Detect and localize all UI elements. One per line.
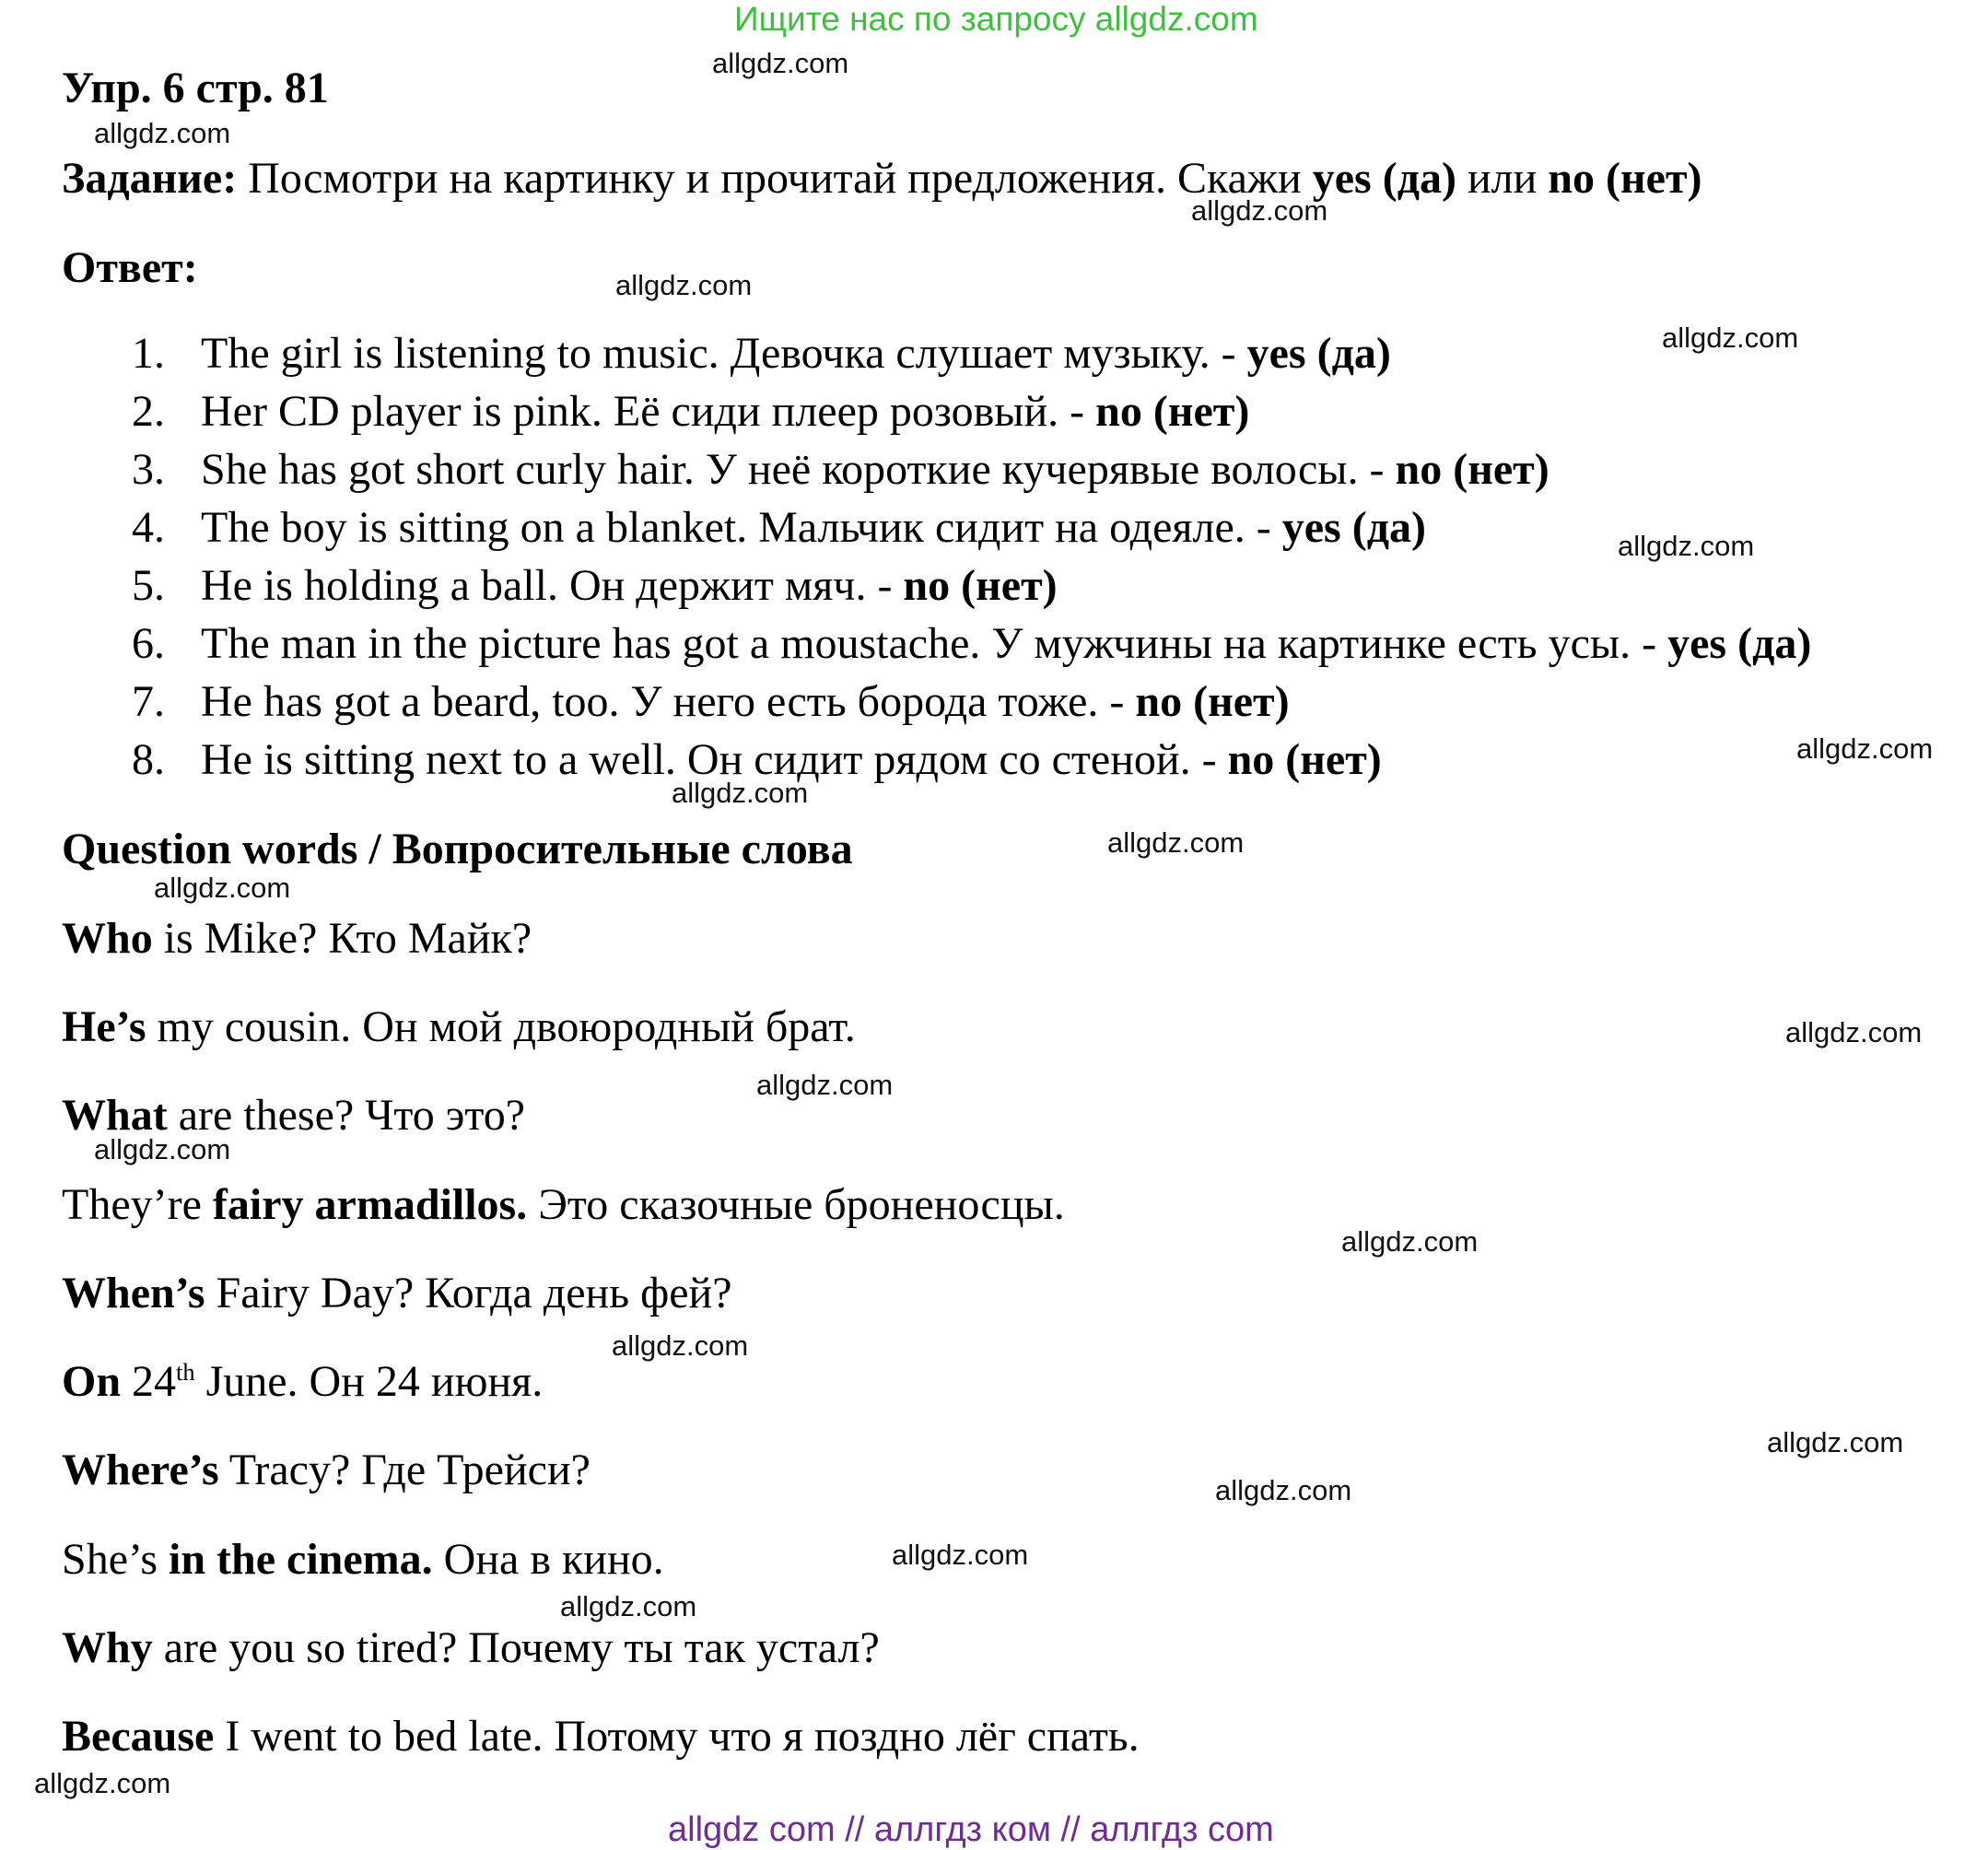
watermark: allgdz.com xyxy=(756,1069,894,1101)
list-item-verdict: no (нет) xyxy=(1135,677,1290,726)
list-item-number: 6. xyxy=(132,619,165,668)
list-item-number: 7. xyxy=(132,677,165,726)
watermark: allgdz.com xyxy=(1796,732,1934,765)
list-item-text: He is holding a ball. Он держит мяч. - xyxy=(201,561,904,610)
list-item-verdict: no (нет) xyxy=(903,561,1058,610)
ordinal-suffix: th xyxy=(176,1358,195,1386)
watermark: allgdz.com xyxy=(1215,1474,1352,1506)
task-yes: yes (да) xyxy=(1312,154,1456,203)
qa-text: Fairy Day? Когда день фей? xyxy=(205,1269,732,1317)
answer-label: Ответ: xyxy=(62,243,198,292)
list-item-text: The man in the picture has got a moustache. У мужчины на картинке есть усы. - xyxy=(201,619,1668,668)
list-item-text: The boy is sitting on a blanket. Мальчик сидит на одеяле. - xyxy=(201,503,1282,552)
list-item-text: She has got short curly hair. У неё короткие кучерявые волосы. - xyxy=(201,445,1396,494)
qa-text: are these? Что это? xyxy=(167,1091,525,1140)
question-word: Who xyxy=(62,914,153,963)
answer-bold: Because xyxy=(62,1712,215,1761)
watermark: allgdz.com xyxy=(615,269,753,301)
qa-text: They’re xyxy=(62,1180,213,1229)
qa-line xyxy=(62,1268,732,1318)
list-item-number: 1. xyxy=(132,329,165,378)
list-item-number: 5. xyxy=(132,561,165,610)
watermark: allgdz.com xyxy=(1341,1225,1479,1258)
watermark: allgdz.com xyxy=(1767,1426,1904,1458)
list-item-text: The girl is listening to music. Девочка слушает музыку. - xyxy=(201,329,1247,378)
section-title: Question words / Вопросительные слова xyxy=(62,825,853,873)
list-item-verdict: yes (да) xyxy=(1281,503,1426,552)
qa-text: Она в кино. xyxy=(432,1535,664,1584)
task-label: Задание: xyxy=(62,154,238,203)
list-item xyxy=(132,444,1974,499)
task-text: Посмотри на картинку и прочитай предложения. Скажи xyxy=(237,154,1313,203)
qa-text: I went to bed late. Потому что я поздно лёг спать. xyxy=(214,1712,1140,1761)
qa-text: Tracy? Где Трейси? xyxy=(218,1446,591,1494)
question-word: When’s xyxy=(62,1269,205,1317)
watermark: allgdz.com xyxy=(1662,322,1799,354)
list-item-verdict: no (нет) xyxy=(1227,735,1382,784)
watermark: allgdz.com xyxy=(1785,1016,1923,1048)
list-item xyxy=(132,386,1974,441)
list-item-number: 2. xyxy=(132,387,165,436)
watermark: allgdz.com xyxy=(34,1767,171,1799)
list-item-verdict: yes (да) xyxy=(1667,619,1812,668)
list-item-verdict: no (нет) xyxy=(1095,387,1250,436)
list-item-number: 4. xyxy=(132,503,165,552)
list-item-number: 3. xyxy=(132,445,165,494)
watermark: allgdz.com xyxy=(712,47,849,79)
qa-line xyxy=(62,1622,880,1673)
qa-text: my cousin. Он мой двоюродный брат. xyxy=(146,1002,856,1051)
list-item xyxy=(132,734,1974,790)
list-item xyxy=(132,676,1974,732)
qa-text: Это сказочные броненосцы. xyxy=(527,1180,1065,1229)
watermark: allgdz.com xyxy=(672,777,809,809)
question-word: Why xyxy=(62,1623,153,1672)
watermark: allgdz.com xyxy=(612,1329,749,1362)
qa-text: June. Он 24 июня. xyxy=(194,1357,544,1406)
watermark: allgdz.com xyxy=(94,117,231,149)
list-item-number: 8. xyxy=(132,735,165,784)
bottom-banner: allgdz com // аллгдз ком // аллгдз com xyxy=(668,1810,1274,1849)
answer-bold: On xyxy=(62,1357,122,1406)
question-word: Where’s xyxy=(62,1446,219,1494)
list-item xyxy=(132,618,1974,673)
qa-text: are you so tired? Почему ты так устал? xyxy=(152,1623,880,1672)
watermark: allgdz.com xyxy=(94,1133,231,1165)
list-item xyxy=(132,560,1974,615)
answer-bold: fairy armadillos. xyxy=(212,1180,528,1229)
qa-line xyxy=(62,1711,1140,1762)
question-word: What xyxy=(62,1091,168,1140)
qa-line xyxy=(62,1179,1065,1230)
watermark: allgdz.com xyxy=(1191,194,1328,227)
watermark: allgdz.com xyxy=(1107,826,1245,859)
watermark: allgdz.com xyxy=(560,1590,697,1622)
list-item-verdict: yes (да) xyxy=(1246,329,1391,378)
list-item-verdict: no (нет) xyxy=(1395,445,1549,494)
answer-bold: He’s xyxy=(62,1002,146,1051)
task-or: или xyxy=(1456,154,1549,203)
qa-text: is Mike? Кто Майк? xyxy=(152,914,532,963)
watermark: allgdz.com xyxy=(154,872,291,904)
task-line xyxy=(62,153,1702,204)
list-item-text: He is sitting next to a well. Он сидит рядом со стеной. - xyxy=(201,735,1228,784)
list-item-text: He has got a beard, too. У него есть борода тоже. - xyxy=(201,677,1136,726)
qa-line xyxy=(62,1534,664,1585)
watermark: allgdz.com xyxy=(1618,530,1755,562)
top-banner: Ищите нас по запросу allgdz.com xyxy=(734,0,1258,38)
qa-number: 24 xyxy=(121,1357,177,1406)
list-item-text: Her CD player is pink. Её сиди плеер розовый. - xyxy=(201,387,1096,436)
qa-line xyxy=(62,1001,856,1052)
task-no: no (нет) xyxy=(1548,154,1702,203)
qa-line xyxy=(62,1356,543,1407)
watermark: allgdz.com xyxy=(892,1539,1029,1571)
answer-bold: in the cinema. xyxy=(169,1535,433,1584)
qa-text: She’s xyxy=(62,1535,170,1584)
qa-line xyxy=(62,913,532,964)
exercise-title: Упр. 6 стр. 81 xyxy=(62,64,329,112)
qa-line xyxy=(62,1445,591,1495)
